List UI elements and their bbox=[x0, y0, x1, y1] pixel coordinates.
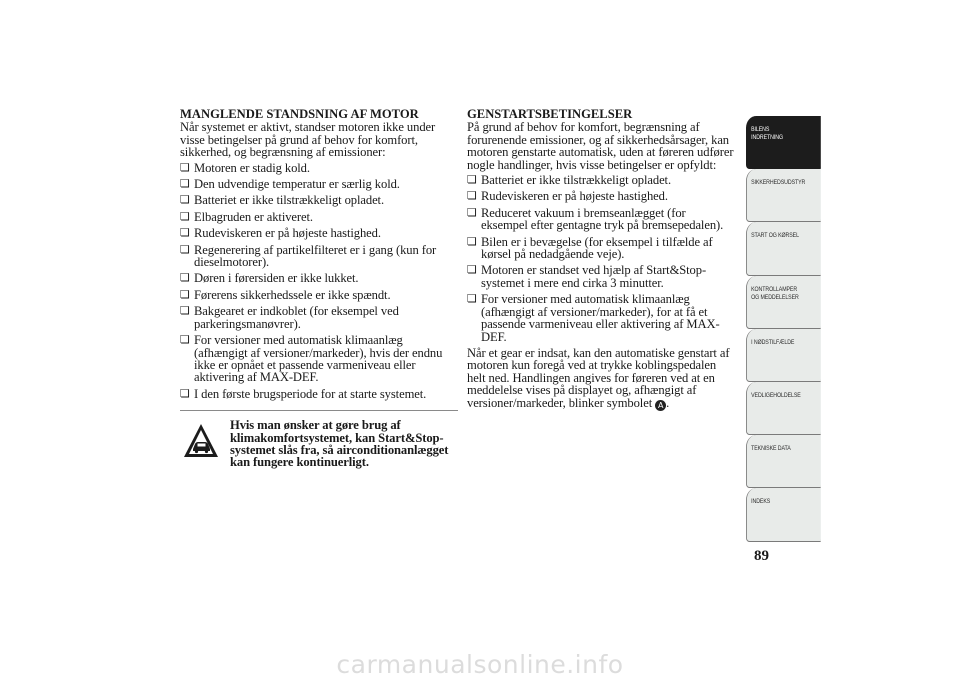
watermark: carmanualsonline.info bbox=[336, 650, 624, 679]
list-item: ❏ Bakgearet er indkoblet (for eksempel ved parkeringsmanøvrer). bbox=[180, 305, 458, 330]
left-intro: Når systemet er aktivt, standser motoren ikke under visse betingelser på grund af behov for komfort, sikkerhed, og begrænsning af emissioner: bbox=[180, 120, 436, 160]
right-intro: På grund af behov for komfort, begrænsning af forurenende emissioner, og af sikkerhedsårsager, kan motoren genstarte automatisk, uden at føreren udfører nogle handlinger, hvis visse betingelser er opfyldt: bbox=[467, 120, 734, 172]
tab-label-line2: OG MEDDELELSER bbox=[751, 293, 799, 301]
right-heading: GENSTARTSBETINGELSER bbox=[467, 107, 633, 121]
start-stop-symbol-icon: A bbox=[655, 400, 666, 411]
list-item: ❏ For versioner med automatisk klimaanlæg (afhængigt af versioner/markeder), for at få et passende varmeniveau eller aktivering af MAX-DEF. bbox=[467, 293, 735, 343]
list-item: ❏ Den udvendige temperatur er særlig kold. bbox=[180, 178, 458, 190]
tab-label-line1: BILENS bbox=[751, 126, 770, 133]
car-warning-icon bbox=[182, 422, 220, 460]
list-item: ❏ Rudeviskeren er på højeste hastighed. bbox=[180, 227, 458, 239]
list-item: ❏ Rudeviskeren er på højeste hastighed. bbox=[467, 190, 735, 202]
warning-text: Hvis man ønsker at gøre brug af klimakomfortsystemet, kan Start&Stop-systemet slås fra, så airconditionanlægget kan fungere kontinuerligt. bbox=[230, 418, 449, 470]
list-item: ❏ Reduceret vakuum i bremseanlægget (for eksempel efter gentagne tryk på bremsepedalen). bbox=[467, 207, 735, 232]
right-outro-end: . bbox=[666, 395, 670, 410]
tab-vedligeholdelse[interactable] bbox=[746, 382, 821, 435]
tab-label-line1: TEKNISKE DATA bbox=[751, 445, 791, 453]
right-bullet-list bbox=[467, 174, 735, 343]
tab-i-nodstilfaelde[interactable] bbox=[746, 329, 821, 382]
tab-label-line1: KONTROLLAMPER bbox=[751, 285, 798, 293]
list-item: ❏ Batteriet er ikke tilstrækkeligt opladet. bbox=[180, 194, 458, 206]
list-item: ❏ Regenerering af partikelfilteret er i gang (kun for dieselmotorer). bbox=[180, 244, 458, 269]
tab-label-line2: INDRETNING bbox=[751, 134, 783, 141]
tab-label-line1: INDEKS bbox=[751, 498, 771, 506]
list-item: ❏ I den første brugsperiode for at starte systemet. bbox=[180, 388, 458, 400]
tab-label-line1: START OG KØRSEL bbox=[751, 232, 799, 240]
section-tabs bbox=[746, 116, 820, 542]
tab-label-line1: VEDLIGEHOLDELSE bbox=[751, 391, 801, 399]
page-number: 89 bbox=[754, 548, 769, 564]
left-heading: MANGLENDE STANDSNING AF MOTOR bbox=[180, 107, 419, 121]
left-bullet-list bbox=[180, 162, 458, 401]
tab-start-og-korsel[interactable] bbox=[746, 222, 821, 275]
tab-tekniske-data[interactable] bbox=[746, 435, 821, 488]
list-item: ❏ Motoren er stadig kold. bbox=[180, 162, 458, 174]
right-column bbox=[467, 108, 735, 414]
list-item: ❏ Førerens sikkerhedssele er ikke spændt. bbox=[180, 289, 458, 301]
tab-sikkerhedsudstyr[interactable] bbox=[746, 169, 821, 222]
tab-indeks[interactable] bbox=[746, 488, 821, 541]
tab-label-line1: SIKKERHEDSUDSTYR bbox=[751, 179, 806, 187]
list-item: ❏ Døren i førersiden er ikke lukket. bbox=[180, 272, 458, 284]
list-item: ❏ Batteriet er ikke tilstrækkeligt opladet. bbox=[467, 174, 735, 186]
list-item: ❏ For versioner med automatisk klimaanlæg (afhængigt af versioner/markeder), hvis der endnu ikke er opnået et passende varmeniveau eller aktivering af MAX-DEF. bbox=[180, 334, 458, 384]
list-item: ❏ Bilen er i bevægelse (for eksempel i tilfælde af kørsel på nedadgående veje). bbox=[467, 236, 735, 261]
right-outro-text: Når et gear er indsat, kan den automatiske genstart af motoren kun foregå ved at trykke koblingspedalen helt ned. Handlingen angives for føreren ved at en meddelelse vises på displayet og, afhængigt af versioner/markeder, blinker symbolet bbox=[467, 345, 730, 410]
list-item: ❏ Motoren er standset ved hjælp af Start&Stop-systemet i mere end cirka 3 minutter. bbox=[467, 264, 735, 289]
left-column bbox=[180, 108, 458, 469]
tab-kontrollamper[interactable] bbox=[746, 276, 821, 329]
warning-box bbox=[180, 410, 458, 469]
tab-bilens-indretning[interactable] bbox=[746, 116, 821, 169]
tab-label-line1: I NØDSTILFÆLDE bbox=[751, 338, 795, 346]
list-item: ❏ Elbagruden er aktiveret. bbox=[180, 211, 458, 223]
right-outro bbox=[467, 347, 735, 411]
